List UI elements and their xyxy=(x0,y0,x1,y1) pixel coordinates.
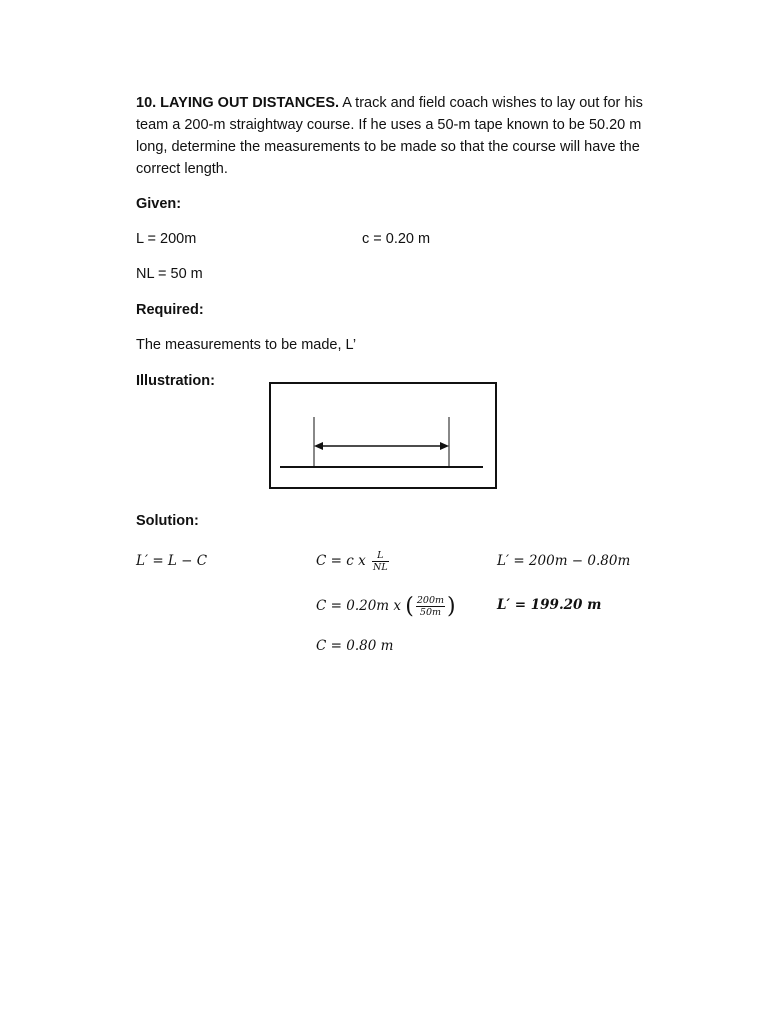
required-text: The measurements to be made, L’ xyxy=(136,337,357,353)
equation-final-answer-text: L′ = 199.20 m xyxy=(497,597,602,613)
given-heading: Given: xyxy=(136,196,182,212)
required-heading: Required: xyxy=(136,302,204,318)
equation-correction-formula xyxy=(316,550,391,573)
equation-substitution-prefix: C = 0.20m x xyxy=(316,598,401,614)
equation-correction-result-text: C = 0.80 m xyxy=(316,638,394,654)
equation-l-prime-substitution xyxy=(497,551,630,571)
equation-l-prime-text: L′ = L − C xyxy=(136,553,208,569)
problem-title: 10. LAYING OUT DISTANCES. xyxy=(136,95,340,111)
equation-l-prime xyxy=(136,551,207,571)
problem-text: A track and field coach wishes to lay out for his team a 200-m straightway course. If he uses a 50-m tape known to be 50.20 m long, determine the measurements to be made so that the course will have the correct length. xyxy=(136,95,643,177)
right-paren: ) xyxy=(447,593,456,619)
given-length: L = 200m xyxy=(136,231,197,247)
left-paren: ( xyxy=(405,593,414,619)
problem-statement xyxy=(136,92,676,180)
equation-correction-result xyxy=(316,636,393,656)
equation-correction-substitution xyxy=(316,595,456,618)
fraction-200m-over-50m xyxy=(416,595,445,618)
illustration-figure xyxy=(269,382,497,489)
fraction-numerator: 200m xyxy=(416,595,445,606)
distance-diagram xyxy=(271,384,499,491)
fraction-l-over-nl xyxy=(372,550,389,573)
solution-heading: Solution: xyxy=(136,513,199,529)
fraction-numerator: L xyxy=(372,550,389,562)
given-nominal-length: NL = 50 m xyxy=(136,266,203,282)
illustration-heading: Illustration: xyxy=(136,373,215,389)
equation-l-prime-substitution-text: L′ = 200m − 0.80m xyxy=(497,553,631,569)
fraction-denominator: NL xyxy=(373,562,388,573)
given-correction: c = 0.20 m xyxy=(362,231,431,247)
equation-correction-prefix: C = c x xyxy=(316,553,366,569)
left-arrowhead xyxy=(314,442,323,450)
right-arrowhead xyxy=(440,442,449,450)
fraction-denominator: 50m xyxy=(419,607,442,618)
equation-final-answer xyxy=(497,595,601,615)
